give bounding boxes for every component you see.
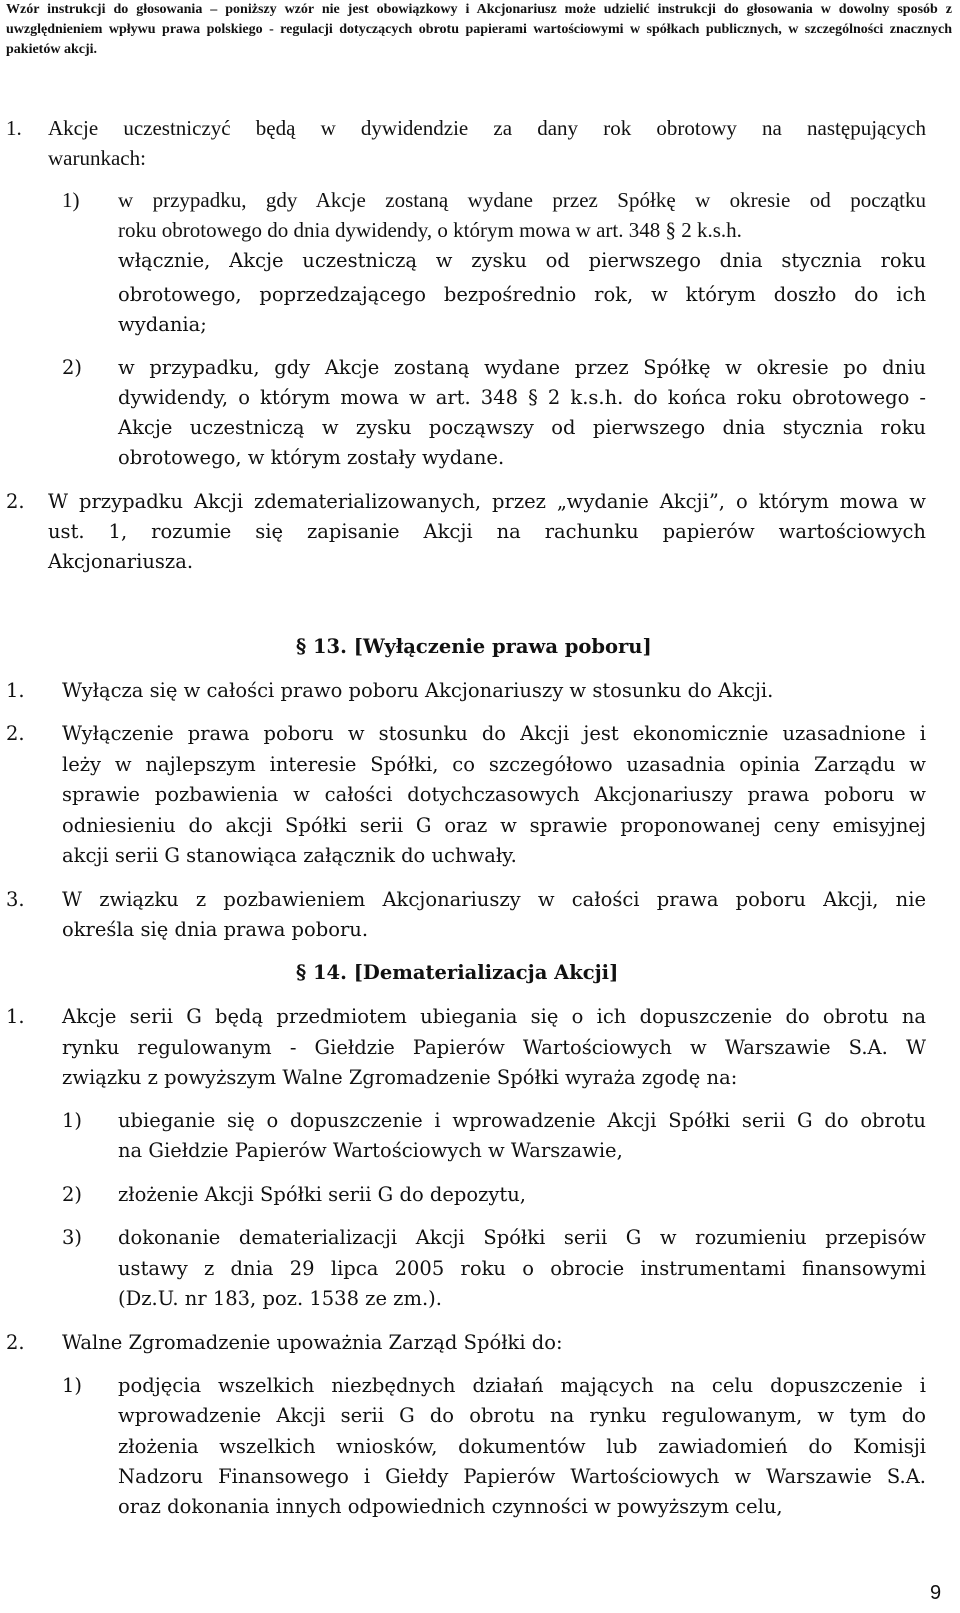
paragraph-line: Akcje uczestniczyć będą w dywidendzie za dany rok obrotowy na następujących <box>48 116 926 140</box>
item-line: złożenie Akcji Spółki serii G do depozytu, <box>118 1183 527 1206</box>
paragraph-line: Akcjonariusza. <box>48 550 194 573</box>
item-line: dokonanie dematerializacji Akcji Spółki serii G w rozumieniu przepisów <box>118 1226 926 1249</box>
item-line: ustawy z dnia 29 lipca 2005 roku o obrocie instrumentami finansowymi <box>118 1257 926 1280</box>
paragraph-line: sprawie pozbawienia w całości dotychczasowych Akcjonariuszy prawa poboru w <box>62 783 926 806</box>
paragraph-line: Walne Zgromadzenie upoważnia Zarząd Spółki do: <box>62 1331 563 1354</box>
paragraph-line: Wyłącza się w całości prawo poboru Akcjonariuszy w stosunku do Akcji. <box>62 679 774 702</box>
instruction-header: Wzór instrukcji do głosowania – poniższy wzór nie jest obowiązkowy i Akcjonariusz może udzielić instrukcji do głosowania w dowolny sposób z uwzględnieniem wpływu prawa polskiego - regulacji dotyczących obrotu papierami wartościowymi w spółkach publicznych, w szczególności znacznych pakietów akcji. <box>6 2 952 57</box>
paragraph-number: 2. <box>6 722 25 745</box>
item-line: wprowadzenie Akcji serii G do obrotu na rynku regulowanym, w tym do <box>118 1404 926 1427</box>
item-line: obrotowego, poprzedzającego bezpośrednio rok, w którym doszło do ich <box>118 283 926 306</box>
item-number: 1) <box>62 1109 83 1132</box>
paragraph-number: 1. <box>6 679 25 702</box>
paragraph-line: określa się dnia prawa poboru. <box>62 918 369 941</box>
item-line: dywidendy, o którym mowa w art. 348 § 2 k.s.h. do końca roku obrotowego - <box>118 386 926 409</box>
item-line: ubieganie się o dopuszczenie i wprowadzenie Akcji Spółki serii G do obrotu <box>118 1109 926 1132</box>
item-line: Akcje uczestniczą w zysku począwszy od pierwszego dnia stycznia roku <box>118 416 926 439</box>
item-number: 2) <box>62 356 83 379</box>
paragraph-line: ust. 1, rozumie się zapisanie Akcji na rachunku papierów wartościowych <box>48 520 926 543</box>
item-line: na Giełdzie Papierów Wartościowych w Warszawie, <box>118 1139 623 1162</box>
paragraph-line: związku z powyższym Walne Zgromadzenie Spółki wyraża zgodę na: <box>62 1066 738 1089</box>
item-line: roku obrotowego do dnia dywidendy, o którym mowa w art. 348 § 2 k.s.h. <box>118 218 742 242</box>
item-line: w przypadku, gdy Akcje zostaną wydane przez Spółkę w okresie od początku <box>118 188 926 212</box>
paragraph-number: 3. <box>6 888 25 911</box>
paragraph-line: akcji serii G stanowiąca załącznik do uchwały. <box>62 844 517 867</box>
item-line: złożenia wszelkich wniosków, dokumentów lub zawiadomień do Komisji <box>118 1435 926 1458</box>
item-number: 2) <box>62 1183 83 1206</box>
section-heading: § 14. [Dematerializacja Akcji] <box>296 961 619 984</box>
paragraph-number: 1. <box>6 1005 25 1028</box>
page-number: 9 <box>930 1582 942 1604</box>
paragraph-line: rynku regulowanym - Giełdzie Papierów Wartościowych w Warszawie S.A. W <box>62 1036 926 1059</box>
item-line: w przypadku, gdy Akcje zostaną wydane przez Spółkę w okresie po dniu <box>118 356 926 379</box>
item-number: 3) <box>62 1226 83 1249</box>
paragraph-number: 2. <box>6 1331 25 1354</box>
item-number: 1) <box>62 1374 83 1397</box>
item-line: oraz dokonania innych odpowiednich czynności w powyższym celu, <box>118 1495 783 1518</box>
item-line: włącznie, Akcje uczestniczą w zysku od pierwszego dnia stycznia roku <box>118 249 926 272</box>
paragraph-line: Akcje serii G będą przedmiotem ubiegania się o ich dopuszczenie do obrotu na <box>62 1005 926 1028</box>
paragraph-line: Wyłączenie prawa poboru w stosunku do Akcji jest ekonomicznie uzasadnione i <box>62 722 926 745</box>
item-line: (Dz.U. nr 183, poz. 1538 ze zm.). <box>118 1287 442 1310</box>
paragraph-line: leży w najlepszym interesie Spółki, co szczegółowo uzasadnia opinia Zarządu w <box>62 753 926 776</box>
paragraph-number: 1. <box>6 116 22 140</box>
paragraph-line: odniesieniu do akcji Spółki serii G oraz w sprawie proponowanej ceny emisyjnej <box>62 814 926 837</box>
section-heading: § 13. [Wyłączenie prawa poboru] <box>296 635 652 658</box>
item-line: Nadzoru Finansowego i Giełdy Papierów Wartościowych w Warszawie S.A. <box>118 1465 926 1488</box>
paragraph-line: W przypadku Akcji zdematerializowanych, przez „wydanie Akcji”, o którym mowa w <box>48 490 926 513</box>
item-line: wydania; <box>118 313 207 336</box>
paragraph-line: warunkach: <box>48 146 146 170</box>
paragraph-line: W związku z pozbawieniem Akcjonariuszy w całości prawa poboru Akcji, nie <box>62 888 926 911</box>
paragraph-number: 2. <box>6 490 25 513</box>
item-line: podjęcia wszelkich niezbędnych działań mających na celu dopuszczenie i <box>118 1374 926 1397</box>
item-number: 1) <box>62 188 80 212</box>
item-line: obrotowego, w którym zostały wydane. <box>118 446 505 469</box>
